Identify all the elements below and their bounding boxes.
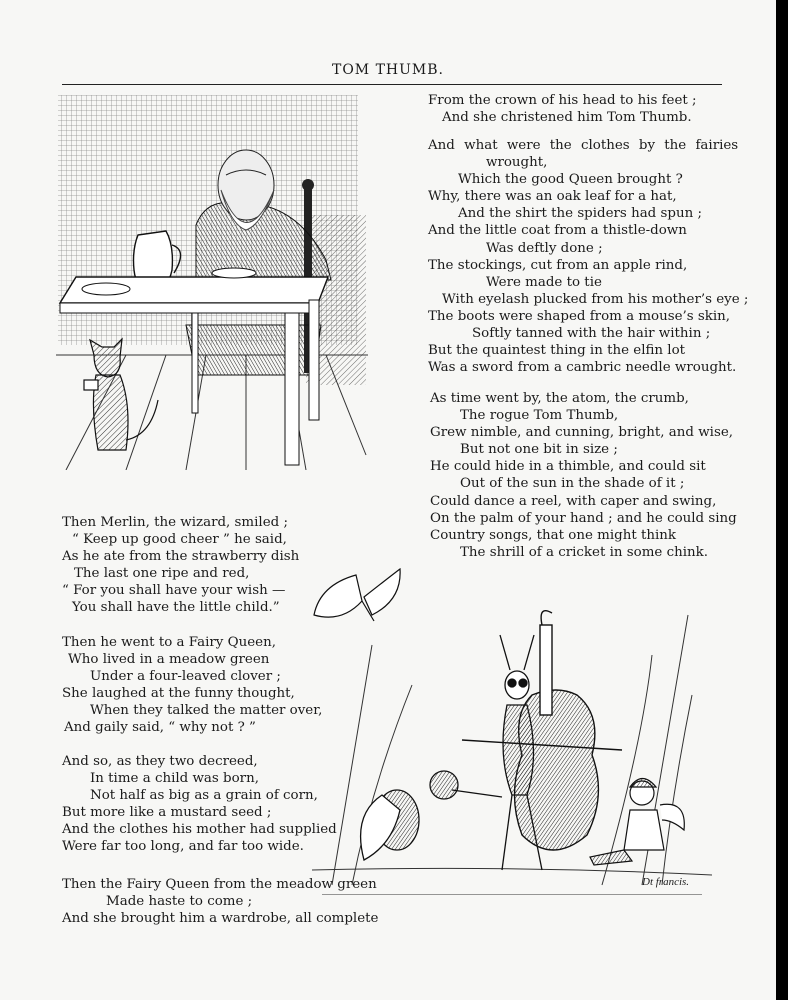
artist-signature: Dt francis. bbox=[642, 876, 690, 888]
left-stanza-1 bbox=[62, 514, 299, 617]
verse-line: And what were the clothes by the fairies bbox=[428, 138, 739, 153]
verse-line: You shall have the little child.” bbox=[72, 600, 280, 616]
verse-line: And the clothes his mother had supplied bbox=[62, 822, 337, 838]
verse-line: On the palm of your hand ; and he could sing bbox=[430, 510, 737, 526]
verse-line: Could dance a reel, with caper and swing, bbox=[430, 493, 717, 509]
butterfly-figure bbox=[314, 569, 400, 621]
right-stanza-3 bbox=[430, 390, 737, 561]
verse-line: When they talked the matter over, bbox=[90, 703, 323, 719]
right-stanza-1 bbox=[428, 92, 697, 126]
verse-line: Was deftly done ; bbox=[486, 240, 603, 256]
verse-line: Were far too long, and far too wide. bbox=[62, 839, 304, 855]
verse-line: And gaily said, “ why not ? ” bbox=[64, 720, 256, 736]
verse-line: Then Merlin, the wizard, smiled ; bbox=[62, 515, 288, 530]
verse-line: And the shirt the spiders had spun ; bbox=[458, 206, 702, 222]
merlin-table-drawing bbox=[56, 95, 368, 470]
verse-line: But the quaintest thing in the elfin lot bbox=[428, 343, 686, 359]
verse-line: As time went by, the atom, the crumb, bbox=[430, 391, 689, 406]
verse-line: “ For you shall have your wish — bbox=[62, 583, 286, 599]
left-stanza-4 bbox=[62, 876, 378, 927]
verse-line: With eyelash plucked from his mother’s eye ; bbox=[442, 291, 749, 307]
verse-line: But more like a mustard seed ; bbox=[62, 805, 272, 821]
verse-line: wrought, bbox=[486, 155, 548, 171]
insect-band-illustration bbox=[312, 565, 712, 895]
verse-line: As he ate from the strawberry dish bbox=[62, 549, 300, 565]
verse-line: And so, as they two decreed, bbox=[62, 754, 258, 769]
verse-line: But not one bit in size ; bbox=[460, 442, 618, 458]
verse-line: Country songs, that one might think bbox=[430, 527, 677, 543]
verse-line: He could hide in a thimble, and could sit bbox=[430, 459, 706, 475]
verse-line: From the crown of his head to his feet ; bbox=[428, 93, 697, 108]
left-stanza-3 bbox=[62, 753, 337, 856]
verse-line: Was a sword from a cambric needle wrought. bbox=[428, 360, 737, 376]
verse-line: “ Keep up good cheer ” he said, bbox=[72, 532, 287, 548]
verse-line: And she brought him a wardrobe, all complete bbox=[62, 911, 379, 927]
right-stanza-2 bbox=[428, 137, 748, 376]
verse-line: And the little coat from a thistle-down bbox=[428, 223, 687, 239]
verse-line: Who lived in a meadow green bbox=[68, 652, 270, 668]
verse-line: Out of the sun in the shade of it ; bbox=[460, 476, 685, 492]
verse-line: She laughed at the funny thought, bbox=[62, 686, 295, 702]
verse-line: Grew nimble, and cunning, bright, and wise, bbox=[430, 425, 734, 441]
verse-line: Not half as big as a grain of corn, bbox=[90, 788, 318, 804]
running-header: TOM THUMB. bbox=[331, 62, 445, 78]
verse-line: The boots were shaped from a mouse’s skin, bbox=[428, 308, 731, 324]
verse-line: Then he went to a Fairy Queen, bbox=[62, 635, 276, 650]
verse-line: Softly tanned with the hair within ; bbox=[472, 326, 711, 342]
verse-line: In time a child was born, bbox=[90, 771, 259, 787]
verse-line: And she christened him Tom Thumb. bbox=[442, 110, 692, 126]
verse-line: Which the good Queen brought ? bbox=[458, 172, 683, 188]
verse-line: Were made to tie bbox=[486, 274, 602, 290]
verse-line: Under a four-leaved clover ; bbox=[90, 669, 281, 685]
header-rule bbox=[62, 84, 722, 85]
verse-line: Why, there was an oak leaf for a hat, bbox=[428, 189, 677, 205]
merlin-table-illustration bbox=[56, 95, 368, 470]
verse-line: The last one ripe and red, bbox=[74, 566, 250, 582]
verse-line: Then the Fairy Queen from the meadow green bbox=[62, 877, 377, 892]
verse-line: The shrill of a cricket in some chink. bbox=[460, 544, 708, 560]
verse-line: Made haste to come ; bbox=[106, 894, 253, 910]
verse-line: The stockings, cut from an apple rind, bbox=[428, 257, 688, 273]
insect-band-drawing bbox=[312, 565, 712, 895]
left-stanza-2 bbox=[62, 634, 322, 737]
verse-line: The rogue Tom Thumb, bbox=[460, 408, 619, 424]
